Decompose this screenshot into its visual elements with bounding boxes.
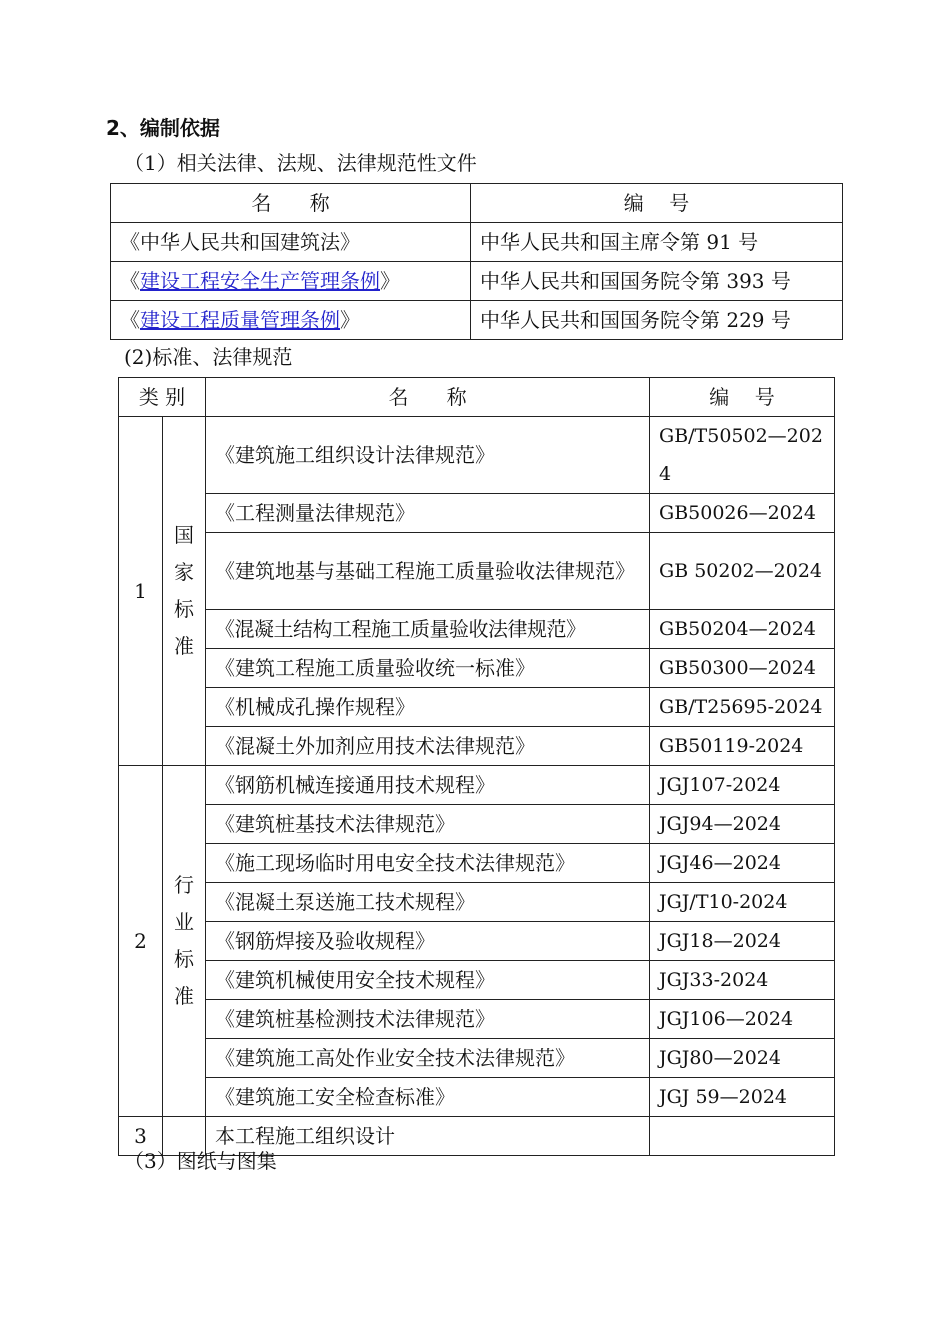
standard-name: 《建筑施工安全检查标准》 — [206, 1078, 650, 1117]
standard-code: GB 50202—2024 — [650, 533, 835, 610]
table-row — [119, 844, 835, 883]
table-row — [119, 417, 835, 494]
standard-name: 《建筑施工组织设计法律规范》 — [206, 417, 650, 494]
group-label-char: 家 — [174, 560, 194, 584]
standard-name: 《钢筋机械连接通用技术规程》 — [206, 766, 650, 805]
standard-name: 《建筑地基与基础工程施工质量验收法律规范》 — [206, 533, 650, 610]
bracket-close: 》 — [380, 269, 400, 293]
table-row — [119, 610, 835, 649]
table-row — [119, 766, 835, 805]
table-row — [111, 223, 843, 262]
standard-name: 《施工现场临时用电安全技术法律规范》 — [206, 844, 650, 883]
group-number: 1 — [119, 417, 163, 766]
standard-code: GB/T25695-2024 — [650, 688, 835, 727]
table-row — [111, 262, 843, 301]
table-row — [119, 805, 835, 844]
header-code: 编 号 — [650, 378, 835, 417]
standard-code — [650, 1117, 835, 1156]
law-name — [111, 223, 471, 262]
table-row — [119, 1078, 835, 1117]
group-number: 3 — [119, 1117, 163, 1156]
standard-code: JGJ/T10-2024 — [650, 883, 835, 922]
standard-code: GB50300—2024 — [650, 649, 835, 688]
standard-name: 《混凝土外加剂应用技术法律规范》 — [206, 727, 650, 766]
standard-name: 《混凝土结构工程施工质量验收法律规范》 — [206, 610, 650, 649]
table-row — [119, 727, 835, 766]
subsection-title-3: （3）图纸与图集 — [124, 1149, 277, 1173]
table-row — [119, 922, 835, 961]
law-link-safety[interactable]: 建设工程安全生产管理条例 — [140, 269, 380, 293]
header-name: 名 称 — [111, 184, 471, 223]
standard-name: 《工程测量法律规范》 — [206, 494, 650, 533]
standard-name: 《建筑桩基检测技术法律规范》 — [206, 1000, 650, 1039]
standard-code: JGJ46—2024 — [650, 844, 835, 883]
laws-table — [110, 183, 843, 340]
standard-code: JGJ18—2024 — [650, 922, 835, 961]
table-row — [119, 1000, 835, 1039]
law-link-quality[interactable]: 建设工程质量管理条例 — [140, 308, 340, 332]
section-heading: 2、编制依据 — [106, 116, 220, 140]
bracket-close: 》 — [340, 308, 360, 332]
standard-code: GB/T50502—2024 — [650, 417, 835, 494]
law-name — [111, 301, 471, 340]
law-name-text: 《中华人民共和国建筑法》 — [120, 230, 360, 254]
standards-table — [118, 377, 835, 1156]
table-row — [119, 533, 835, 610]
law-code: 中华人民共和国主席令第 91 号 — [471, 223, 843, 262]
law-code: 中华人民共和国国务院令第 229 号 — [471, 301, 843, 340]
group-label-char: 准 — [174, 634, 194, 658]
bracket-open: 《 — [120, 269, 140, 293]
standard-code: GB50204—2024 — [650, 610, 835, 649]
standard-name: 《建筑施工高处作业安全技术法律规范》 — [206, 1039, 650, 1078]
standard-name: 《建筑桩基技术法律规范》 — [206, 805, 650, 844]
standard-code: JGJ80—2024 — [650, 1039, 835, 1078]
subsection-title-1: （1）相关法律、法规、法律规范性文件 — [124, 151, 477, 175]
subsection-title-2: (2)标准、法律规范 — [124, 345, 293, 369]
standard-name: 《钢筋焊接及验收规程》 — [206, 922, 650, 961]
standard-name: 《建筑机械使用安全技术规程》 — [206, 961, 650, 1000]
group-label-char: 标 — [174, 597, 194, 621]
standard-code: GB50119-2024 — [650, 727, 835, 766]
table-row — [119, 494, 835, 533]
standard-name: 本工程施工组织设计 — [206, 1117, 650, 1156]
standard-name: 《混凝土泵送施工技术规程》 — [206, 883, 650, 922]
standard-code: GB50026—2024 — [650, 494, 835, 533]
table-row — [119, 649, 835, 688]
standard-code: JGJ106—2024 — [650, 1000, 835, 1039]
standard-code: JGJ94—2024 — [650, 805, 835, 844]
group-label — [163, 417, 206, 766]
law-code: 中华人民共和国国务院令第 393 号 — [471, 262, 843, 301]
group-label-char: 国 — [174, 523, 194, 547]
standard-code: JGJ33-2024 — [650, 961, 835, 1000]
table-row — [119, 961, 835, 1000]
standard-name: 《建筑工程施工质量验收统一标准》 — [206, 649, 650, 688]
group-label-char: 准 — [174, 984, 194, 1008]
table-row — [111, 301, 843, 340]
standard-code: JGJ107-2024 — [650, 766, 835, 805]
standard-name: 《机械成孔操作规程》 — [206, 688, 650, 727]
header-category: 类 别 — [119, 378, 206, 417]
header-name: 名 称 — [206, 378, 650, 417]
law-name — [111, 262, 471, 301]
table-row — [119, 1039, 835, 1078]
bracket-open: 《 — [120, 308, 140, 332]
header-code: 编 号 — [471, 184, 843, 223]
group-label-char: 标 — [174, 947, 194, 971]
group-label-char: 行 — [174, 873, 194, 897]
group-label-char: 业 — [174, 910, 194, 934]
group-number: 2 — [119, 766, 163, 1117]
standard-code: JGJ 59—2024 — [650, 1078, 835, 1117]
table-row — [119, 883, 835, 922]
group-label — [163, 766, 206, 1117]
table-row — [119, 688, 835, 727]
